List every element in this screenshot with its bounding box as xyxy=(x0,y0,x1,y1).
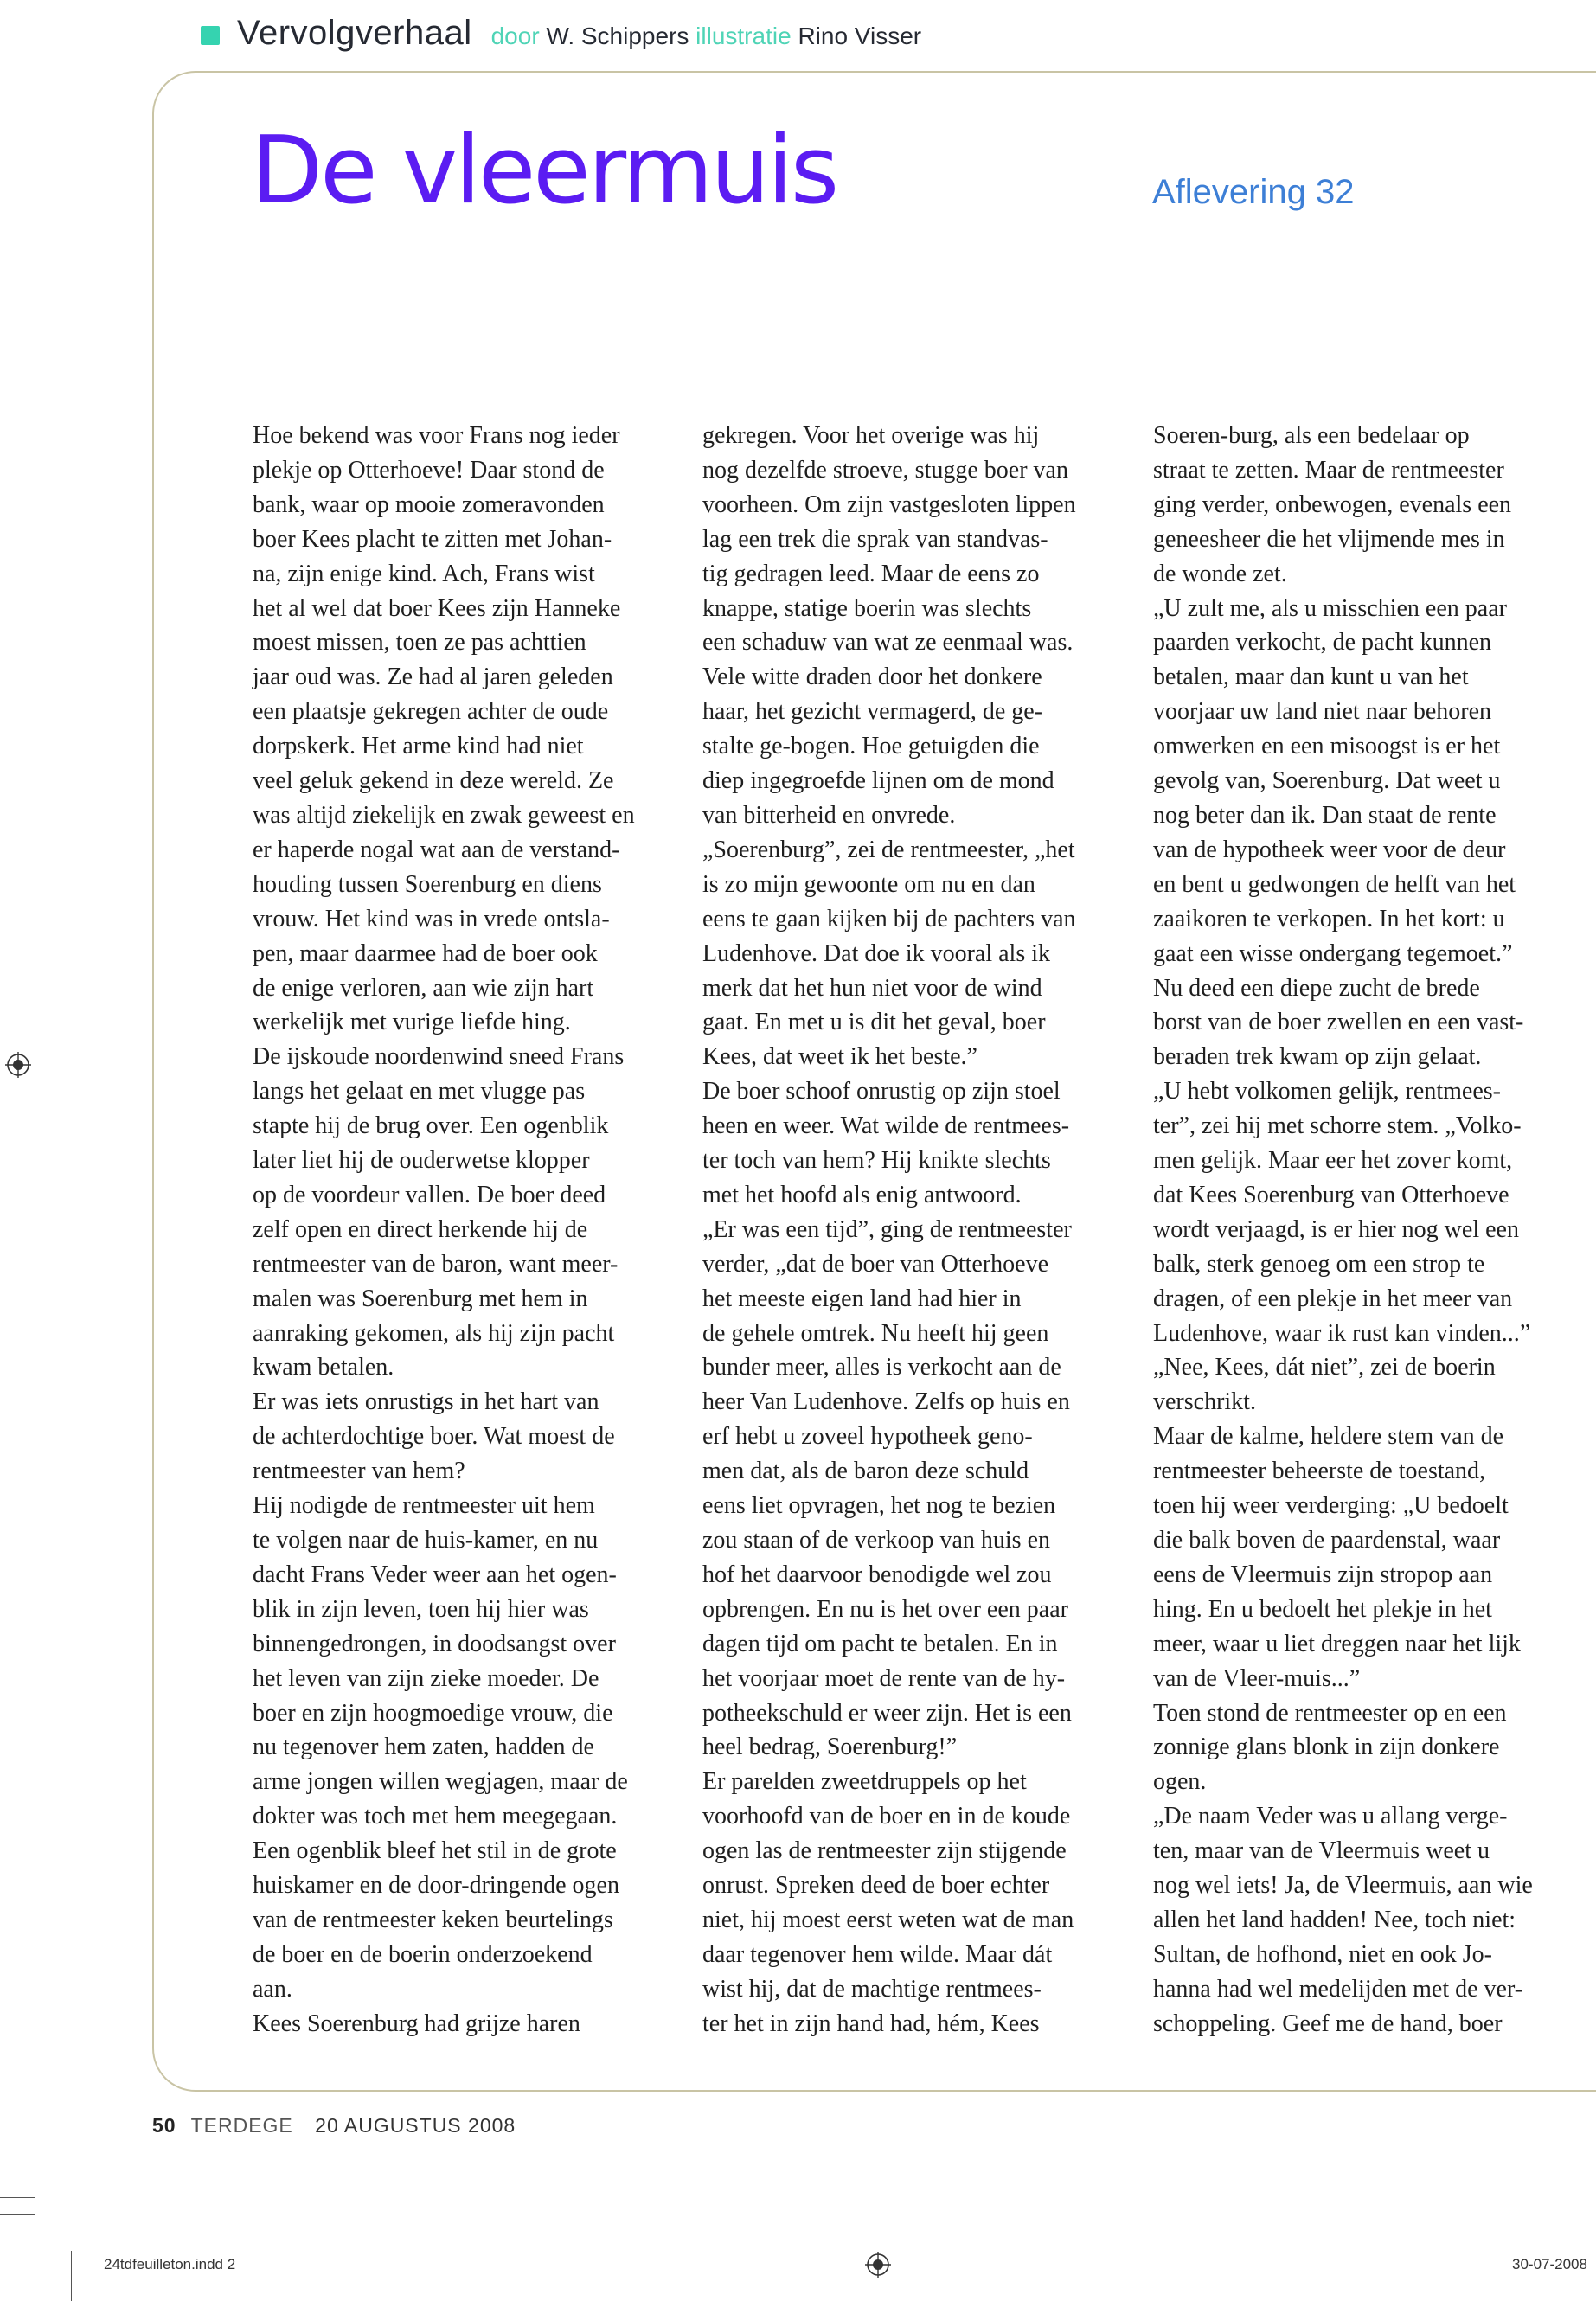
text-line: „De naam Veder was u allang verge- xyxy=(1153,1803,1508,1830)
byline xyxy=(491,22,921,50)
text-line: schoppeling. Geef me de hand, boer xyxy=(1153,2009,1503,2037)
text-line: aanraking gekomen, als hij zijn pacht xyxy=(253,1319,615,1347)
text-line: Toen stond de rentmeester op en een xyxy=(1153,1699,1507,1727)
text-line: het al wel dat boer Kees zijn Hanneke xyxy=(253,594,621,622)
text-line: de wonde zet. xyxy=(1153,560,1287,587)
text-line: hing. En u bedoelt het plekje in het xyxy=(1153,1595,1492,1623)
text-line: van de Vleer-muis...” xyxy=(1153,1664,1361,1692)
text-line: heer Van Ludenhove. Zelfs op huis en xyxy=(702,1388,1070,1416)
text-line: moest missen, toen ze pas achttien xyxy=(253,629,586,657)
text-line: „Er was een tijd”, ging de rentmeester xyxy=(702,1215,1072,1243)
text-line: Er was iets onrustigs in het hart van xyxy=(253,1388,599,1416)
text-line: hof het daarvoor benodigde wel zou xyxy=(702,1561,1052,1588)
slug-file: 24tdfeuilleton.indd xyxy=(104,2256,224,2272)
text-line: rentmeester van de baron, want meer- xyxy=(253,1250,619,1278)
text-line: Maar de kalme, heldere stem van de xyxy=(1153,1423,1504,1451)
text-column-2 xyxy=(702,419,1135,2041)
text-line: balk, sterk genoeg om een strop te xyxy=(1153,1250,1485,1278)
text-line: Ludenhove, waar ik rust kan vinden...” xyxy=(1153,1319,1531,1347)
text-line: nu tegenover hem zaten, hadden de xyxy=(253,1734,594,1761)
text-line: „Nee, Kees, dát niet”, zei de boerin xyxy=(1153,1354,1496,1381)
text-line: werkelijk met vurige liefde hing. xyxy=(253,1009,571,1036)
text-line: wist hij, dat de machtige rentmees- xyxy=(702,1975,1042,2003)
text-line: haar, het gezicht vermagerd, de ge- xyxy=(702,698,1042,726)
text-line: zou staan of de verkoop van huis en xyxy=(702,1527,1050,1554)
text-line: Hij nodigde de rentmeester uit hem xyxy=(253,1492,595,1520)
text-line: ter het in zijn hand had, hém, Kees xyxy=(702,2009,1040,2037)
text-line: dagen tijd om pacht te betalen. En in xyxy=(702,1630,1058,1657)
text-line: nog dezelfde stroeve, stugge boer van xyxy=(702,456,1068,484)
text-column-1 xyxy=(253,419,685,2041)
text-line: merk dat het hun niet voor de wind xyxy=(702,974,1042,1002)
text-line: binnengedrongen, in doodsangst over xyxy=(253,1630,616,1657)
text-line: ter”, zei hij met schorre stem. „Volko- xyxy=(1153,1112,1522,1140)
text-line: onrust. Spreken deed de boer echter xyxy=(702,1872,1050,1900)
by-label: door xyxy=(490,22,540,49)
illustrator-name: Rino Visser xyxy=(798,22,922,49)
text-line: eens de Vleermuis zijn stropop aan xyxy=(1153,1561,1493,1588)
print-slug xyxy=(104,2256,235,2273)
text-line: geneesheer die het vlijmende mes in xyxy=(1153,525,1505,553)
text-line: houding tussen Soerenburg en diens xyxy=(253,870,602,898)
text-line: stapte hij de brug over. Een ogenblik xyxy=(253,1112,609,1140)
text-line: Nu deed een diepe zucht de brede xyxy=(1153,974,1480,1002)
text-line: een schaduw van wat ze eenmaal was. xyxy=(702,629,1074,657)
text-line: het meeste eigen land had hier in xyxy=(702,1285,1022,1312)
illustration-label: illustratie xyxy=(695,22,792,49)
text-line: met het hoofd als enig antwoord. xyxy=(702,1181,1022,1208)
text-line: diep ingegroefde lijnen om de mond xyxy=(702,767,1054,795)
registration-mark-icon xyxy=(865,2252,891,2278)
text-line: potheekschuld er weer zijn. Het is een xyxy=(702,1699,1072,1727)
slug-page: 2 xyxy=(227,2256,236,2272)
text-line: gevolg van, Soerenburg. Dat weet u xyxy=(1153,767,1501,795)
text-line: boer en zijn hoogmoedige vrouw, die xyxy=(253,1699,613,1727)
text-line: ten, maar van de Vleermuis weet u xyxy=(1153,1837,1490,1865)
article-header xyxy=(201,14,921,66)
text-line: stalte ge-bogen. Hoe getuigden die xyxy=(702,733,1040,760)
text-line: hanna had wel medelijden met de ver- xyxy=(1153,1975,1523,2003)
text-line: langs het gelaat en met vlugge pas xyxy=(253,1078,586,1106)
text-line: de gehele omtrek. Nu heeft hij geen xyxy=(702,1319,1049,1347)
text-line: is zo mijn gewoonte om nu en dan xyxy=(702,870,1035,898)
episode-label: Aflevering 32 xyxy=(1152,173,1355,211)
text-line: pen, maar daarmee had de boer ook xyxy=(253,939,598,967)
text-line: zelf open en direct herkende hij de xyxy=(253,1215,588,1243)
text-line: Sultan, de hofhond, niet en ook Jo- xyxy=(1153,1940,1492,1968)
text-line: eens te gaan kijken bij de pachters van xyxy=(702,905,1076,933)
text-line: ogen las de rentmeester zijn stijgende xyxy=(702,1837,1067,1865)
text-line: nog wel iets! Ja, de Vleermuis, aan wie xyxy=(1153,1872,1533,1900)
text-line: Soeren-burg, als een bedelaar op xyxy=(1153,422,1470,449)
text-line: was altijd ziekelijk en zwak geweest en xyxy=(253,801,635,829)
crop-mark xyxy=(0,2197,35,2198)
text-line: van de rentmeester keken beurtelings xyxy=(253,1906,613,1933)
text-line: na, zijn enige kind. Ach, Frans wist xyxy=(253,560,595,587)
text-line: erf hebt u zoveel hypotheek geno- xyxy=(702,1423,1033,1451)
text-line: Vele witte draden door het donkere xyxy=(702,663,1042,691)
text-line: voorheen. Om zijn vastgesloten lippen xyxy=(702,490,1076,518)
text-line: plekje op Otterhoeve! Daar stond de xyxy=(253,456,605,484)
text-line: beraden trek kwam op zijn gelaat. xyxy=(1153,1043,1482,1071)
text-line: allen het land hadden! Nee, toch niet: xyxy=(1153,1906,1516,1933)
text-line: arme jongen willen wegjagen, maar de xyxy=(253,1768,628,1796)
text-line: dorpskerk. Het arme kind had niet xyxy=(253,733,584,760)
text-column-3 xyxy=(1153,419,1586,2041)
text-line: het leven van zijn zieke moeder. De xyxy=(253,1664,599,1692)
text-line: wordt verjaagd, is er hier nog wel een xyxy=(1153,1215,1519,1243)
text-line: heen en weer. Wat wilde de rentmees- xyxy=(702,1112,1070,1140)
article-title: De vleermuis xyxy=(251,117,837,225)
text-line: tig gedragen leed. Maar de eens zo xyxy=(702,560,1040,587)
text-line: betalen, maar dan kunt u van het xyxy=(1153,663,1469,691)
text-line: later liet hij de ouderwetse klopper xyxy=(253,1147,590,1175)
text-line: veel geluk gekend in deze wereld. Ze xyxy=(253,767,614,795)
page-footer xyxy=(152,2114,516,2138)
text-line: huiskamer en de door-dringende ogen xyxy=(253,1872,619,1900)
text-line: ogen. xyxy=(1153,1768,1207,1796)
text-line: lag een trek die sprak van standvas- xyxy=(702,525,1048,553)
crop-mark xyxy=(0,2214,35,2215)
section-label: Vervolgverhaal xyxy=(237,14,472,52)
text-line: van bitterheid en onvrede. xyxy=(702,801,956,829)
page-number: 50 xyxy=(152,2114,176,2137)
text-line: bank, waar op mooie zomeravonden xyxy=(253,490,605,518)
text-line: gekregen. Voor het overige was hij xyxy=(702,422,1040,449)
text-line: dacht Frans Veder weer aan het ogen- xyxy=(253,1561,617,1588)
text-line: bunder meer, alles is verkocht aan de xyxy=(702,1354,1061,1381)
text-line: vrouw. Het kind was in vrede ontsla- xyxy=(253,905,610,933)
text-line: Ludenhove. Dat doe ik vooral als ik xyxy=(702,939,1051,967)
text-line: De ijskoude noordenwind sneed Frans xyxy=(253,1043,625,1071)
text-line: „U zult me, als u misschien een paar xyxy=(1153,594,1507,622)
text-line: heel bedrag, Soerenburg!” xyxy=(702,1734,958,1761)
text-line: paarden verkocht, de pacht kunnen xyxy=(1153,629,1492,657)
text-line: Een ogenblik bleef het stil in de grote xyxy=(253,1837,617,1865)
text-line: verder, „dat de boer van Otterhoeve xyxy=(702,1250,1049,1278)
text-line: Kees, dat weet ik het beste.” xyxy=(702,1043,977,1071)
text-line: men gelijk. Maar eer het zover komt, xyxy=(1153,1147,1513,1175)
text-line: dragen, of een plekje in het meer van xyxy=(1153,1285,1513,1312)
text-line: dokter was toch met hem meegegaan. xyxy=(253,1803,618,1830)
text-line: aan. xyxy=(253,1975,292,2003)
text-line: van de hypotheek weer voor de deur xyxy=(1153,836,1506,863)
text-line: meer, waar u liet dreggen naar het lijk xyxy=(1153,1630,1521,1657)
text-line: malen was Soerenburg met hem in xyxy=(253,1285,588,1312)
text-line: een plaatsje gekregen achter de oude xyxy=(253,698,609,726)
text-line: Hoe bekend was voor Frans nog ieder xyxy=(253,422,620,449)
text-line: toen hij weer verderging: „U bedoelt xyxy=(1153,1492,1509,1520)
text-line: rentmeester beheerste de toestand, xyxy=(1153,1458,1486,1485)
issue-date: 20 AUGUSTUS 2008 xyxy=(315,2114,516,2137)
text-line: opbrengen. En nu is het over een paar xyxy=(702,1595,1068,1623)
text-line: borst van de boer zwellen en een vast- xyxy=(1153,1009,1524,1036)
text-line: omwerken en een misoogst is er het xyxy=(1153,733,1501,760)
text-line: en bent u gedwongen de helft van het xyxy=(1153,870,1516,898)
author-name: W. Schippers xyxy=(546,22,689,49)
text-line: nog beter dan ik. Dan staat de rente xyxy=(1153,801,1497,829)
magazine-name: TERDEGE xyxy=(190,2114,293,2137)
text-line: straat te zetten. Maar de rentmeester xyxy=(1153,456,1504,484)
text-line: voorjaar uw land niet naar behoren xyxy=(1153,698,1492,726)
text-line: te volgen naar de huis-kamer, en nu xyxy=(253,1527,599,1554)
text-line: zonnige glans blonk in zijn donkere xyxy=(1153,1734,1500,1761)
text-line: verschrikt. xyxy=(1153,1388,1256,1416)
text-line: ging verder, onbewogen, evenals een xyxy=(1153,490,1512,518)
text-line: knappe, statige boerin was slechts xyxy=(702,594,1032,622)
text-line: de enige verloren, aan wie zijn hart xyxy=(253,974,594,1002)
text-line: men dat, als de baron deze schuld xyxy=(702,1458,1029,1485)
text-line: er haperde nogal wat aan de verstand- xyxy=(253,836,620,863)
text-line: op de voordeur vallen. De boer deed xyxy=(253,1181,606,1208)
text-line: dat Kees Soerenburg van Otterhoeve xyxy=(1153,1181,1509,1208)
text-line: eens liet opvragen, het nog te bezien xyxy=(702,1492,1056,1520)
slug-date: 30-07-2008 xyxy=(1512,2256,1587,2272)
text-line: daar tegenover hem wilde. Maar dát xyxy=(702,1940,1053,1968)
text-line: gaat een wisse ondergang tegemoet.” xyxy=(1153,939,1513,967)
text-line: het voorjaar moet de rente van de hy- xyxy=(702,1664,1066,1692)
registration-mark-icon xyxy=(5,1052,31,1078)
crop-mark xyxy=(71,2251,72,2301)
text-line: de boer en de boerin onderzoekend xyxy=(253,1940,593,1968)
text-line: Kees Soerenburg had grijze haren xyxy=(253,2009,580,2037)
text-line: voorhoofd van de boer en in de koude xyxy=(702,1803,1071,1830)
text-line: die balk boven de paardenstal, waar xyxy=(1153,1527,1501,1554)
text-line: Er parelden zweetdruppels op het xyxy=(702,1768,1027,1796)
text-line: blik in zijn leven, toen hij hier was xyxy=(253,1595,589,1623)
text-line: De boer schoof onrustig op zijn stoel xyxy=(702,1078,1061,1106)
text-line: rentmeester van hem? xyxy=(253,1458,465,1485)
text-line: ter toch van hem? Hij knikte slechts xyxy=(702,1147,1051,1175)
text-line: gaat. En met u is dit het geval, boer xyxy=(702,1009,1046,1036)
text-line: jaar oud was. Ze had al jaren geleden xyxy=(253,663,613,691)
text-line: kwam betalen. xyxy=(253,1354,394,1381)
text-line: boer Kees placht te zitten met Johan- xyxy=(253,525,612,553)
text-line: „Soerenburg”, zei de rentmeester, „het xyxy=(702,836,1075,863)
text-line: zaaikoren te verkopen. In het kort: u xyxy=(1153,905,1505,933)
text-line: „U hebt volkomen gelijk, rentmees- xyxy=(1153,1078,1501,1106)
text-line: de achterdochtige boer. Wat moest de xyxy=(253,1423,615,1451)
text-line: niet, hij moest eerst weten wat de man xyxy=(702,1906,1074,1933)
